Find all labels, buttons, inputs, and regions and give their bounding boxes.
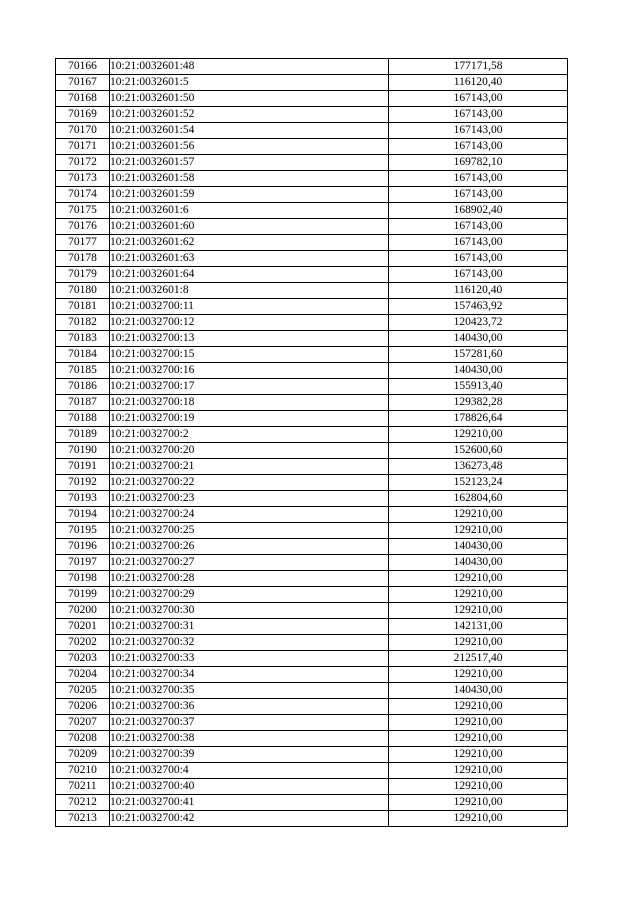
table-row bbox=[56, 731, 568, 747]
table-row bbox=[56, 475, 568, 491]
amount-cell: 116120,40 bbox=[389, 283, 568, 299]
cadastral-number-cell: 10:21:0032601:59 bbox=[110, 187, 389, 203]
cadastral-number-cell: 10:21:0032601:56 bbox=[110, 139, 389, 155]
amount-cell: 129210,00 bbox=[389, 571, 568, 587]
amount-cell: 140430,00 bbox=[389, 331, 568, 347]
row-number-cell: 70173 bbox=[56, 171, 110, 187]
cadastral-number-cell: 10:21:0032700:20 bbox=[110, 443, 389, 459]
table-row bbox=[56, 155, 568, 171]
table-row bbox=[56, 443, 568, 459]
row-number-cell: 70166 bbox=[56, 59, 110, 75]
cadastral-number-cell: 10:21:0032700:17 bbox=[110, 379, 389, 395]
table-row bbox=[56, 299, 568, 315]
amount-cell: 129210,00 bbox=[389, 523, 568, 539]
cadastral-number-cell: 10:21:0032700:25 bbox=[110, 523, 389, 539]
amount-cell: 140430,00 bbox=[389, 683, 568, 699]
table-row bbox=[56, 523, 568, 539]
table-row bbox=[56, 331, 568, 347]
amount-cell: 152123,24 bbox=[389, 475, 568, 491]
amount-cell: 120423,72 bbox=[389, 315, 568, 331]
cadastral-number-cell: 10:21:0032700:30 bbox=[110, 603, 389, 619]
row-number-cell: 70196 bbox=[56, 539, 110, 555]
row-number-cell: 70172 bbox=[56, 155, 110, 171]
cadastral-number-cell: 10:21:0032700:40 bbox=[110, 779, 389, 795]
amount-cell: 140430,00 bbox=[389, 363, 568, 379]
amount-cell: 129210,00 bbox=[389, 587, 568, 603]
cadastral-number-cell: 10:21:0032700:29 bbox=[110, 587, 389, 603]
row-number-cell: 70184 bbox=[56, 347, 110, 363]
row-number-cell: 70186 bbox=[56, 379, 110, 395]
amount-cell: 129210,00 bbox=[389, 427, 568, 443]
row-number-cell: 70201 bbox=[56, 619, 110, 635]
amount-cell: 169782,10 bbox=[389, 155, 568, 171]
cadastral-number-cell: 10:21:0032700:31 bbox=[110, 619, 389, 635]
table-row bbox=[56, 411, 568, 427]
row-number-cell: 70191 bbox=[56, 459, 110, 475]
cadastral-number-cell: 10:21:0032700:24 bbox=[110, 507, 389, 523]
row-number-cell: 70170 bbox=[56, 123, 110, 139]
table-row bbox=[56, 635, 568, 651]
row-number-cell: 70198 bbox=[56, 571, 110, 587]
table-row bbox=[56, 587, 568, 603]
row-number-cell: 70168 bbox=[56, 91, 110, 107]
table-row bbox=[56, 315, 568, 331]
row-number-cell: 70200 bbox=[56, 603, 110, 619]
table-row bbox=[56, 347, 568, 363]
table-row bbox=[56, 283, 568, 299]
amount-cell: 167143,00 bbox=[389, 267, 568, 283]
row-number-cell: 70167 bbox=[56, 75, 110, 91]
row-number-cell: 70204 bbox=[56, 667, 110, 683]
table-row bbox=[56, 651, 568, 667]
amount-cell: 167143,00 bbox=[389, 187, 568, 203]
row-number-cell: 70212 bbox=[56, 795, 110, 811]
amount-cell: 177171,58 bbox=[389, 59, 568, 75]
cadastral-number-cell: 10:21:0032700:19 bbox=[110, 411, 389, 427]
table-row bbox=[56, 795, 568, 811]
table-row bbox=[56, 171, 568, 187]
amount-cell: 168902,40 bbox=[389, 203, 568, 219]
table-row bbox=[56, 699, 568, 715]
row-number-cell: 70211 bbox=[56, 779, 110, 795]
cadastral-number-cell: 10:21:0032700:27 bbox=[110, 555, 389, 571]
table-row bbox=[56, 363, 568, 379]
cadastral-number-cell: 10:21:0032700:12 bbox=[110, 315, 389, 331]
row-number-cell: 70192 bbox=[56, 475, 110, 491]
amount-cell: 212517,40 bbox=[389, 651, 568, 667]
row-number-cell: 70210 bbox=[56, 763, 110, 779]
row-number-cell: 70213 bbox=[56, 811, 110, 827]
row-number-cell: 70206 bbox=[56, 699, 110, 715]
row-number-cell: 70169 bbox=[56, 107, 110, 123]
row-number-cell: 70189 bbox=[56, 427, 110, 443]
table-row bbox=[56, 235, 568, 251]
table-row bbox=[56, 619, 568, 635]
cadastral-number-cell: 10:21:0032700:2 bbox=[110, 427, 389, 443]
amount-cell: 129382,28 bbox=[389, 395, 568, 411]
amount-cell: 129210,00 bbox=[389, 507, 568, 523]
amount-cell: 167143,00 bbox=[389, 251, 568, 267]
table-row bbox=[56, 139, 568, 155]
table-row bbox=[56, 491, 568, 507]
cadastral-number-cell: 10:21:0032700:33 bbox=[110, 651, 389, 667]
table-row bbox=[56, 747, 568, 763]
row-number-cell: 70209 bbox=[56, 747, 110, 763]
row-number-cell: 70182 bbox=[56, 315, 110, 331]
amount-cell: 129210,00 bbox=[389, 699, 568, 715]
row-number-cell: 70174 bbox=[56, 187, 110, 203]
table-row bbox=[56, 251, 568, 267]
cadastral-number-cell: 10:21:0032601:52 bbox=[110, 107, 389, 123]
amount-cell: 129210,00 bbox=[389, 779, 568, 795]
amount-cell: 129210,00 bbox=[389, 811, 568, 827]
row-number-cell: 70183 bbox=[56, 331, 110, 347]
cadastral-number-cell: 10:21:0032700:42 bbox=[110, 811, 389, 827]
table-row bbox=[56, 219, 568, 235]
amount-cell: 167143,00 bbox=[389, 219, 568, 235]
amount-cell: 129210,00 bbox=[389, 667, 568, 683]
amount-cell: 142131,00 bbox=[389, 619, 568, 635]
amount-cell: 167143,00 bbox=[389, 123, 568, 139]
cadastral-number-cell: 10:21:0032700:23 bbox=[110, 491, 389, 507]
table-row bbox=[56, 107, 568, 123]
cadastral-number-cell: 10:21:0032601:8 bbox=[110, 283, 389, 299]
table-row bbox=[56, 75, 568, 91]
amount-cell: 167143,00 bbox=[389, 235, 568, 251]
table-row bbox=[56, 779, 568, 795]
table-row bbox=[56, 203, 568, 219]
table-row bbox=[56, 395, 568, 411]
table-row bbox=[56, 427, 568, 443]
cadastral-number-cell: 10:21:0032700:39 bbox=[110, 747, 389, 763]
table-row bbox=[56, 555, 568, 571]
table-row bbox=[56, 539, 568, 555]
table-row bbox=[56, 267, 568, 283]
amount-cell: 129210,00 bbox=[389, 747, 568, 763]
table-row bbox=[56, 811, 568, 827]
amount-cell: 136273,48 bbox=[389, 459, 568, 475]
table-row bbox=[56, 667, 568, 683]
data-table bbox=[55, 58, 568, 827]
row-number-cell: 70177 bbox=[56, 235, 110, 251]
amount-cell: 129210,00 bbox=[389, 603, 568, 619]
cadastral-number-cell: 10:21:0032700:15 bbox=[110, 347, 389, 363]
row-number-cell: 70194 bbox=[56, 507, 110, 523]
table-row bbox=[56, 459, 568, 475]
row-number-cell: 70193 bbox=[56, 491, 110, 507]
amount-cell: 129210,00 bbox=[389, 635, 568, 651]
row-number-cell: 70188 bbox=[56, 411, 110, 427]
amount-cell: 152600,60 bbox=[389, 443, 568, 459]
row-number-cell: 70181 bbox=[56, 299, 110, 315]
row-number-cell: 70179 bbox=[56, 267, 110, 283]
cadastral-number-cell: 10:21:0032700:34 bbox=[110, 667, 389, 683]
row-number-cell: 70207 bbox=[56, 715, 110, 731]
table-row bbox=[56, 59, 568, 75]
row-number-cell: 70176 bbox=[56, 219, 110, 235]
cadastral-number-cell: 10:21:0032700:26 bbox=[110, 539, 389, 555]
table-row bbox=[56, 683, 568, 699]
row-number-cell: 70185 bbox=[56, 363, 110, 379]
cadastral-number-cell: 10:21:0032601:62 bbox=[110, 235, 389, 251]
amount-cell: 155913,40 bbox=[389, 379, 568, 395]
row-number-cell: 70190 bbox=[56, 443, 110, 459]
amount-cell: 167143,00 bbox=[389, 107, 568, 123]
row-number-cell: 70180 bbox=[56, 283, 110, 299]
cadastral-number-cell: 10:21:0032601:64 bbox=[110, 267, 389, 283]
table-row bbox=[56, 379, 568, 395]
cadastral-number-cell: 10:21:0032601:63 bbox=[110, 251, 389, 267]
amount-cell: 167143,00 bbox=[389, 171, 568, 187]
row-number-cell: 70178 bbox=[56, 251, 110, 267]
amount-cell: 129210,00 bbox=[389, 763, 568, 779]
row-number-cell: 70171 bbox=[56, 139, 110, 155]
table-body bbox=[56, 59, 568, 827]
table-row bbox=[56, 91, 568, 107]
cadastral-number-cell: 10:21:0032601:58 bbox=[110, 171, 389, 187]
amount-cell: 162804,60 bbox=[389, 491, 568, 507]
amount-cell: 140430,00 bbox=[389, 555, 568, 571]
cadastral-number-cell: 10:21:0032700:41 bbox=[110, 795, 389, 811]
row-number-cell: 70202 bbox=[56, 635, 110, 651]
row-number-cell: 70199 bbox=[56, 587, 110, 603]
table-row bbox=[56, 603, 568, 619]
cadastral-number-cell: 10:21:0032601:48 bbox=[110, 59, 389, 75]
cadastral-number-cell: 10:21:0032700:11 bbox=[110, 299, 389, 315]
cadastral-number-cell: 10:21:0032700:37 bbox=[110, 715, 389, 731]
table-row bbox=[56, 187, 568, 203]
cadastral-number-cell: 10:21:0032601:60 bbox=[110, 219, 389, 235]
amount-cell: 129210,00 bbox=[389, 715, 568, 731]
row-number-cell: 70195 bbox=[56, 523, 110, 539]
amount-cell: 178826,64 bbox=[389, 411, 568, 427]
table-row bbox=[56, 571, 568, 587]
table-row bbox=[56, 715, 568, 731]
cadastral-number-cell: 10:21:0032700:18 bbox=[110, 395, 389, 411]
cadastral-number-cell: 10:21:0032700:28 bbox=[110, 571, 389, 587]
cadastral-number-cell: 10:21:0032700:22 bbox=[110, 475, 389, 491]
cadastral-number-cell: 10:21:0032700:35 bbox=[110, 683, 389, 699]
cadastral-number-cell: 10:21:0032700:38 bbox=[110, 731, 389, 747]
row-number-cell: 70197 bbox=[56, 555, 110, 571]
cadastral-number-cell: 10:21:0032601:54 bbox=[110, 123, 389, 139]
cadastral-number-cell: 10:21:0032601:57 bbox=[110, 155, 389, 171]
amount-cell: 167143,00 bbox=[389, 139, 568, 155]
cadastral-number-cell: 10:21:0032700:21 bbox=[110, 459, 389, 475]
row-number-cell: 70187 bbox=[56, 395, 110, 411]
cadastral-number-cell: 10:21:0032700:13 bbox=[110, 331, 389, 347]
row-number-cell: 70205 bbox=[56, 683, 110, 699]
cadastral-number-cell: 10:21:0032700:32 bbox=[110, 635, 389, 651]
amount-cell: 157463,92 bbox=[389, 299, 568, 315]
amount-cell: 140430,00 bbox=[389, 539, 568, 555]
cadastral-number-cell: 10:21:0032601:6 bbox=[110, 203, 389, 219]
amount-cell: 167143,00 bbox=[389, 91, 568, 107]
table-row bbox=[56, 763, 568, 779]
amount-cell: 129210,00 bbox=[389, 795, 568, 811]
cadastral-number-cell: 10:21:0032601:5 bbox=[110, 75, 389, 91]
table-row bbox=[56, 123, 568, 139]
cadastral-number-cell: 10:21:0032700:16 bbox=[110, 363, 389, 379]
row-number-cell: 70203 bbox=[56, 651, 110, 667]
row-number-cell: 70208 bbox=[56, 731, 110, 747]
cadastral-number-cell: 10:21:0032601:50 bbox=[110, 91, 389, 107]
amount-cell: 157281,60 bbox=[389, 347, 568, 363]
amount-cell: 116120,40 bbox=[389, 75, 568, 91]
table-row bbox=[56, 507, 568, 523]
row-number-cell: 70175 bbox=[56, 203, 110, 219]
cadastral-number-cell: 10:21:0032700:4 bbox=[110, 763, 389, 779]
amount-cell: 129210,00 bbox=[389, 731, 568, 747]
cadastral-number-cell: 10:21:0032700:36 bbox=[110, 699, 389, 715]
